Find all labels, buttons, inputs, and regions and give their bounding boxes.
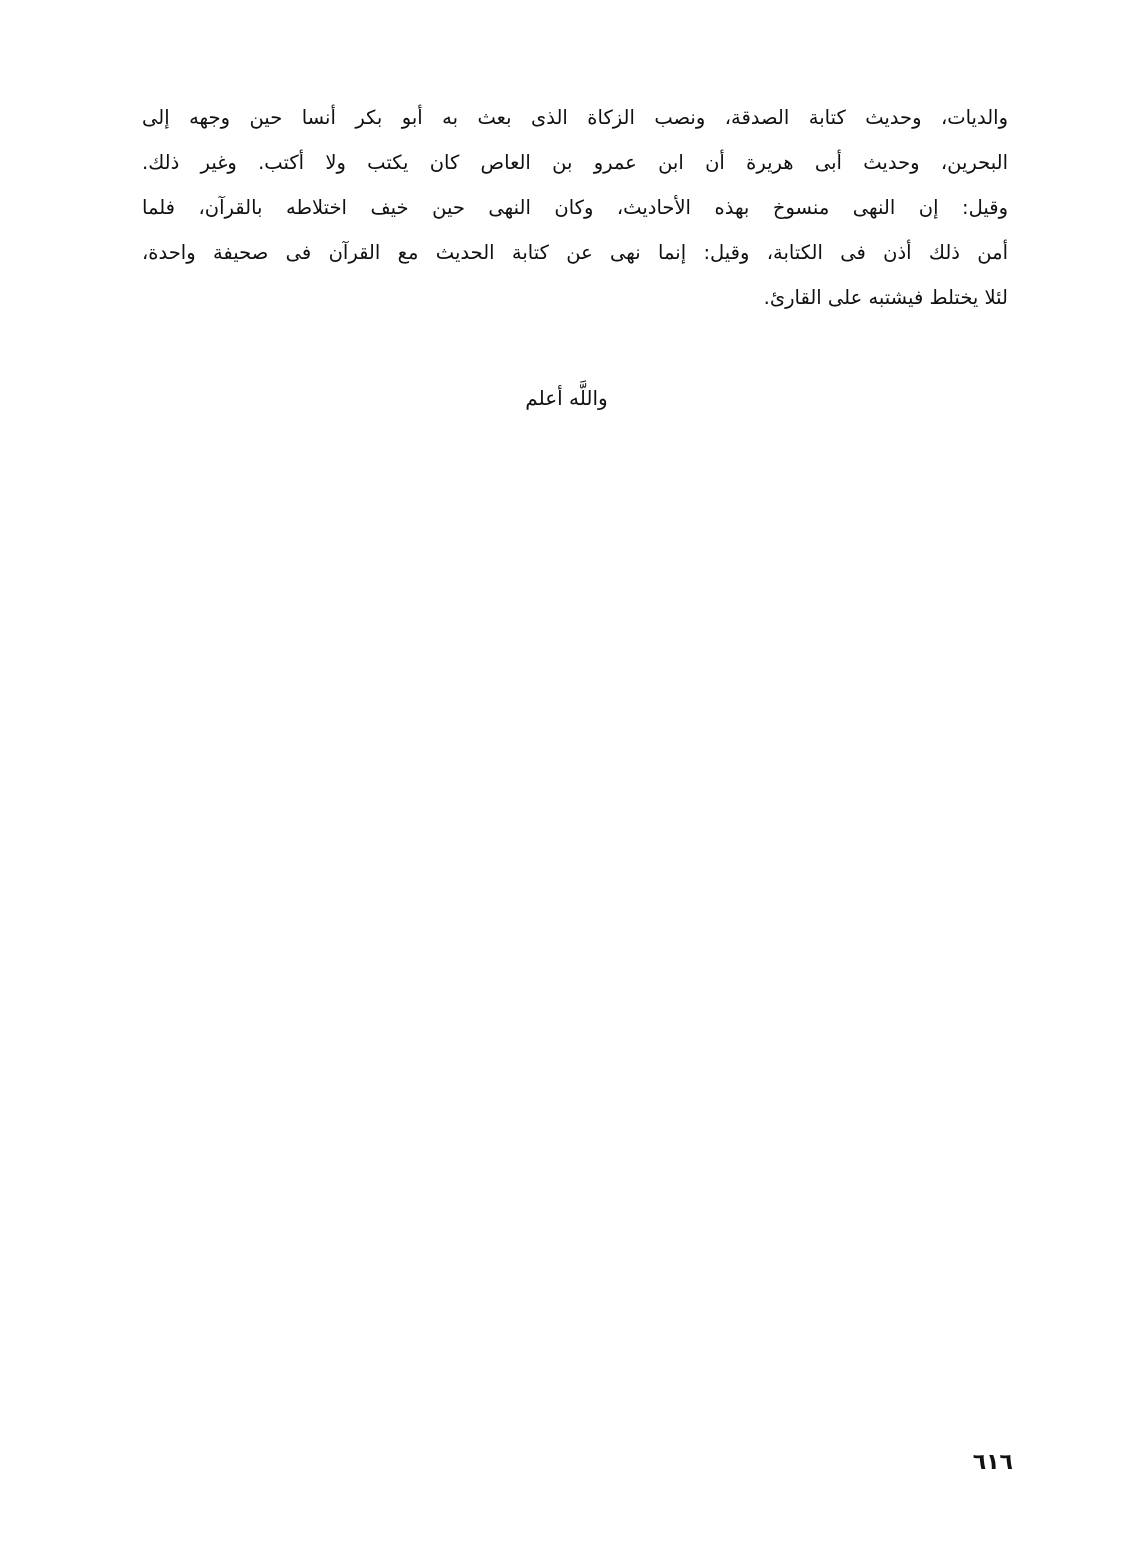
paragraph-line: لئلا يختلط فيشتبه على القارئ.	[763, 286, 1008, 309]
paragraph-line: وقيل: إن النهى منسوخ بهذه الأحاديث، وكان النهى حين خيف اختلاطه بالقرآن، فلما	[142, 196, 1008, 219]
body-paragraph	[142, 95, 1008, 320]
page-number: ٦١٦	[972, 1450, 1013, 1475]
closing-phrase: واللَّه أعلم	[525, 386, 608, 410]
paragraph-line: البحرين، وحديث أبى هريرة أن ابن عمرو بن العاص كان يكتب ولا أكتب. وغير ذلك.	[142, 151, 1008, 174]
paragraph-line: والديات، وحديث كتابة الصدقة، ونصب الزكاة الذى بعث به أبو بكر أنسا حين وجهه إلى	[142, 106, 1008, 129]
paragraph-line: أمن ذلك أذن فى الكتابة، وقيل: إنما نهى عن كتابة الحديث مع القرآن فى صحيفة واحدة،	[142, 241, 1008, 264]
